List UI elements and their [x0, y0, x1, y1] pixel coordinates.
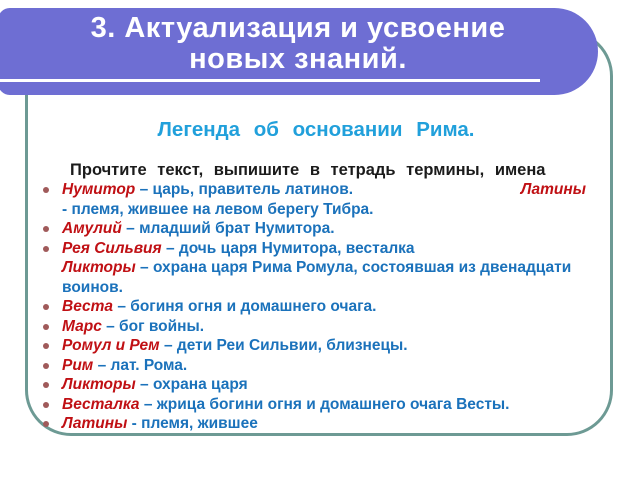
- terms-list: [28, 180, 604, 434]
- title-underline: [0, 79, 540, 82]
- term-item-numitor: [28, 180, 604, 219]
- term-item-liktory: [28, 375, 604, 395]
- bullet-marker-icon: [43, 421, 49, 427]
- bullet-marker-icon: [43, 304, 49, 310]
- term-item-mars: [28, 317, 604, 337]
- bullet-marker-icon: [43, 363, 49, 369]
- term-item-reya-silviya: [28, 239, 604, 298]
- term-item-latiny: [28, 414, 604, 434]
- term-def-text: – жрица богини огня и домашнего очага Весты.: [139, 395, 510, 413]
- term-name: Рим: [62, 356, 94, 374]
- term-item-rim: [28, 356, 604, 376]
- term-def-text: - племя, жившее: [127, 415, 258, 432]
- term-def-text: – охрана царя Рима Ромула, состоявшая из двенадцати воинов.: [62, 259, 572, 296]
- term-name: Ромул и Рем: [62, 337, 160, 354]
- bullet-marker-icon: [43, 402, 49, 408]
- term-name: Латины: [62, 415, 128, 432]
- bullet-marker-icon: [43, 246, 49, 252]
- term-item-vesta: [28, 297, 604, 317]
- term-item-amuliy: [28, 219, 604, 239]
- term-name: Нумитор: [62, 181, 136, 198]
- slide-title-line-1: 3. Актуализация и усвоение: [90, 12, 506, 44]
- term-name: Ликторы: [62, 259, 136, 276]
- term-def-text: – младший брат Нумитора.: [121, 220, 335, 237]
- term-name: Амулий: [62, 220, 122, 237]
- slide-title-line-2: новых знаний.: [189, 43, 407, 75]
- term-name: Марс: [62, 317, 102, 335]
- term-name: Рея Сильвия: [62, 239, 162, 257]
- term-def-text: – богиня огня и домашнего очага.: [113, 298, 377, 315]
- term-definition: [62, 180, 353, 200]
- term-line: [62, 180, 604, 200]
- term-def-text: – дочь царя Нумитора, весталка: [161, 239, 415, 257]
- term-name-right: Латины: [520, 181, 586, 198]
- term-def-text: – охрана царя: [135, 376, 248, 393]
- bullet-marker-icon: [43, 226, 49, 232]
- lesson-heading: Легенда об основании Рима.: [157, 118, 475, 141]
- term-line: [62, 239, 604, 259]
- term-continuation: - племя, жившее на левом берегу Тибра.: [62, 200, 374, 218]
- term-item-vestalka: [28, 395, 604, 415]
- term-name: Весталка: [62, 395, 140, 413]
- term-name: Веста: [62, 298, 114, 315]
- term-def-text: – бог войны.: [101, 317, 205, 335]
- term-item-romul-i-rem: [28, 336, 604, 356]
- term-name: Ликторы: [62, 376, 136, 393]
- title-banner: [0, 8, 598, 95]
- term-def-text: – царь, правитель латинов.: [135, 181, 354, 198]
- term-def-text: – лат. Рома.: [93, 356, 188, 374]
- bullet-marker-icon: [43, 187, 49, 193]
- bullet-marker-icon: [43, 343, 49, 349]
- bullet-marker-icon: [43, 324, 49, 330]
- term-line-secondary: [62, 258, 604, 297]
- instruction-text: Прочтите текст, выпишите в тетрадь термины, имена: [70, 161, 546, 179]
- bullet-marker-icon: [43, 382, 49, 388]
- term-def-text: – дети Реи Сильвии, близнецы.: [159, 337, 408, 354]
